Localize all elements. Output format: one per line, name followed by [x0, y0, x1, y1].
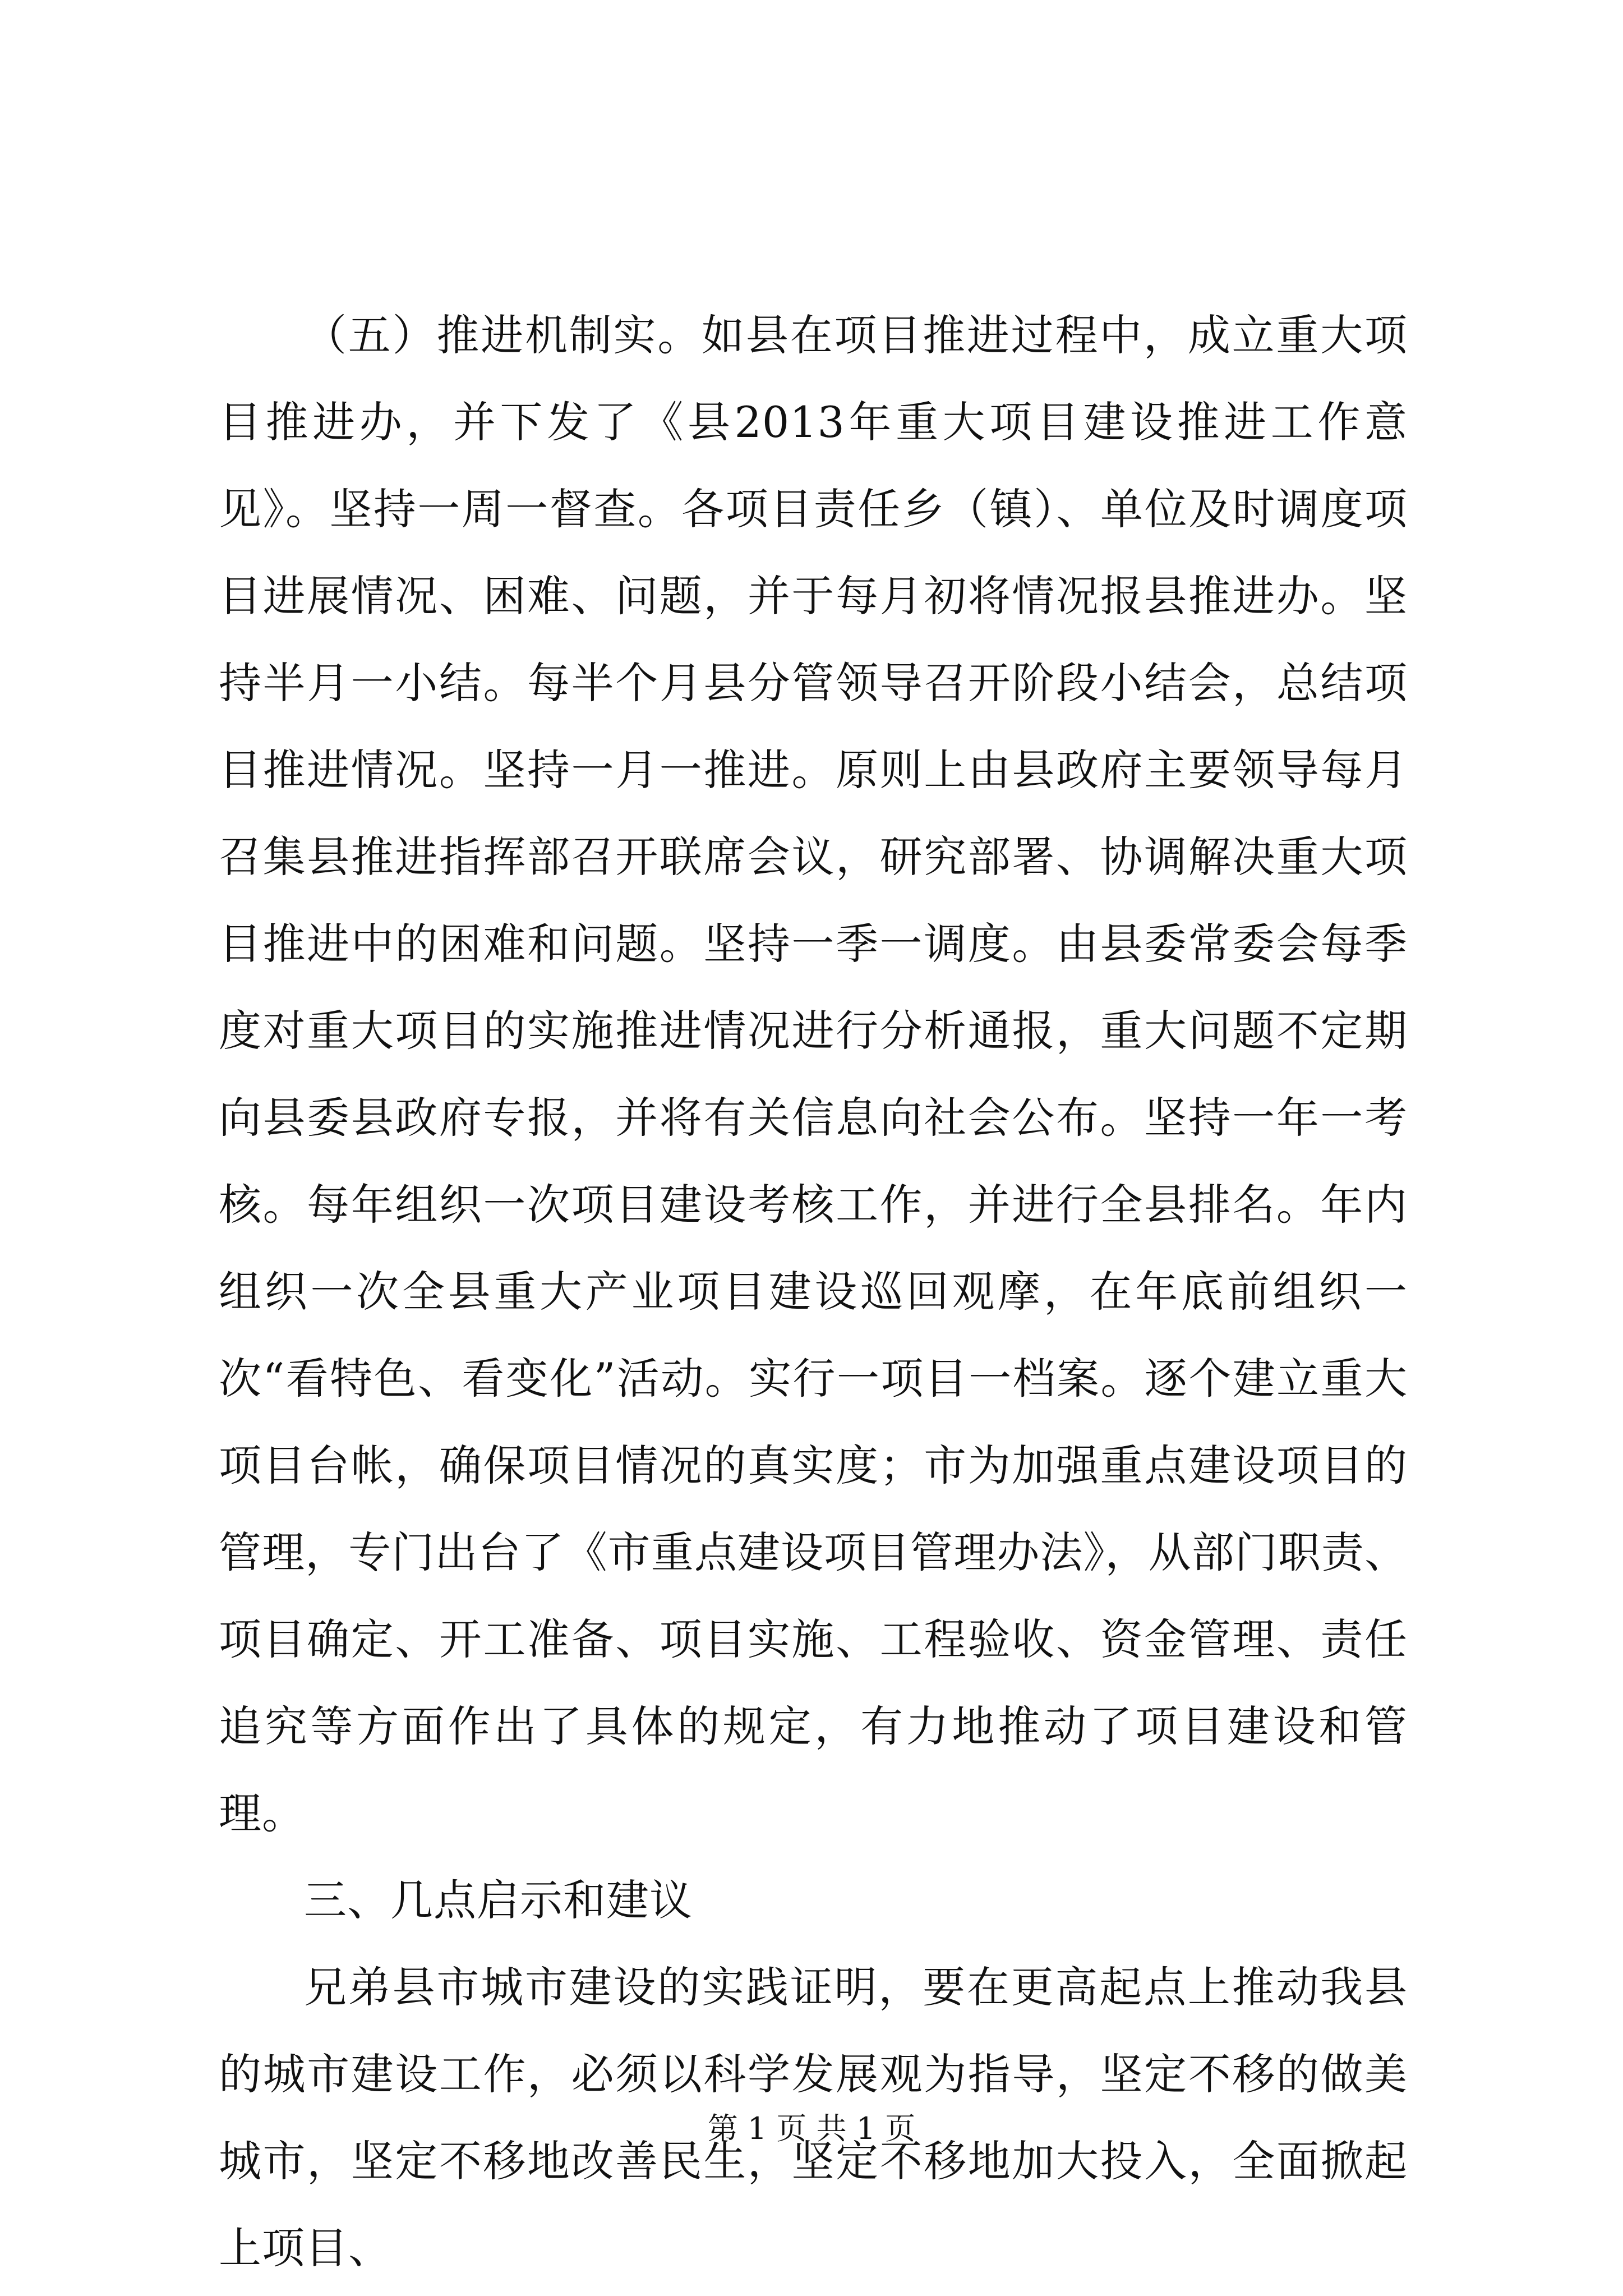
- document-body: [219, 292, 1408, 2292]
- paragraph-closing: 兄弟县市城市建设的实践证明，要在更高起点上推动我县的城市建设工作，必须以科学发展观为指导，坚定不移的做美城市，坚定不移地改善民生，坚定不移地加大投入，全面掀起上项目、: [219, 1962, 1408, 2273]
- page-footer: 第 1 页 共 1 页: [707, 2111, 916, 2146]
- section-heading: 三、几点启示和建议: [304, 1875, 693, 1925]
- paragraph-promotion-mechanism: （五）推进机制实。如县在项目推进过程中，成立重大项目推进办，并下发了《县2013年重大项目建设推进工作意见》。坚持一周一督查。各项目责任乡（镇）、单位及时调度项目进展情况、困难、问题，并于每月初将情况报县推进办。坚持半月一小结。每半个月县分管领导召开阶段小结会，总结项目推进情况。坚持一月一推进。原则上由县政府主要领导每月召集县推进指挥部召开联席会议，研究部署、协调解决重大项目推进中的困难和问题。坚持一季一调度。由县委常委会每季度对重大项目的实施推进情况进行分析通报，重大问题不定期向县委县政府专报，并将有关信息向社会公布。坚持一年一考核。每年组织一次项目建设考核工作，并进行全县排名。年内组织一次全县重大产业项目建设巡回观摩，在年底前组织一次“看特色、看变化”活动。实行一项目一档案。逐个建立重大项目台帐，确保项目情况的真实度；市为加强重点建设项目的管理，专门出台了《市重点建设项目管理办法》，从部门职责、项目确定、开工准备、项目实施、工程验收、资金管理、责任追究等方面作出了具体的规定，有力地推动了项目建设和管理。: [219, 310, 1408, 1838]
